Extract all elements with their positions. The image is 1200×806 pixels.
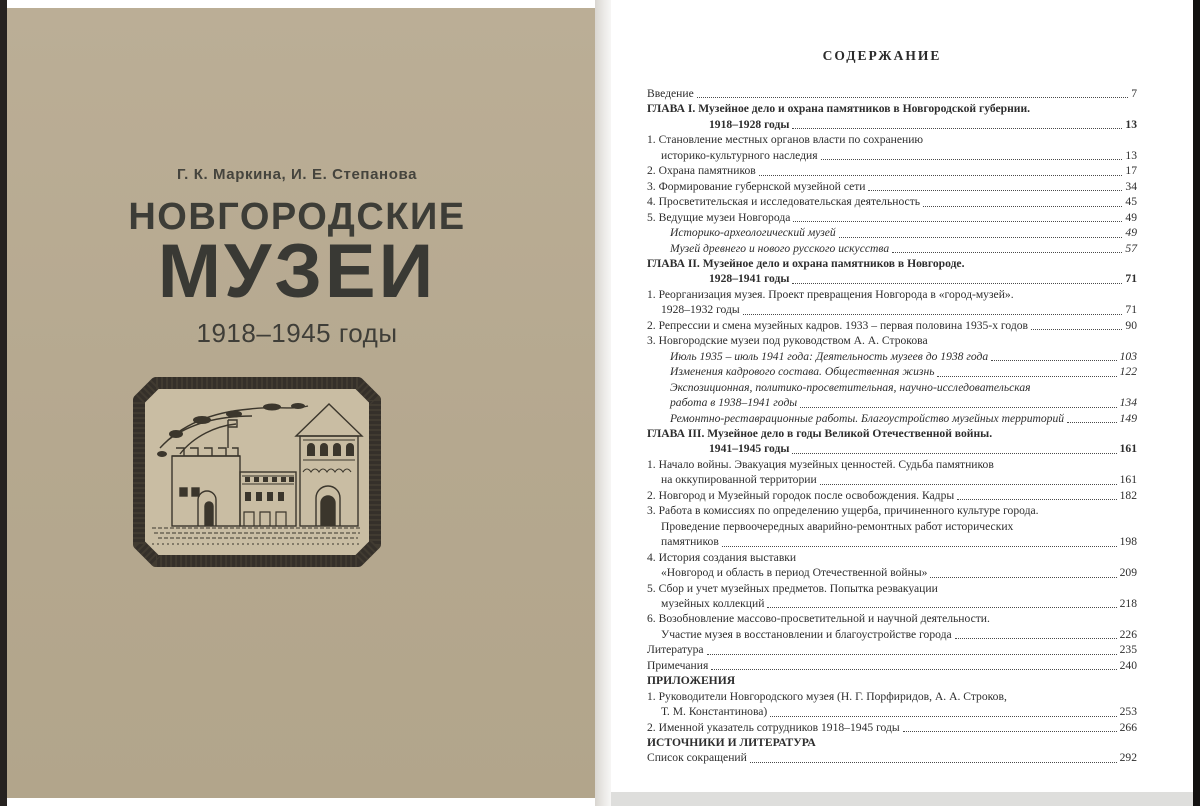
dot-leader: [955, 638, 1117, 639]
toc-entry: [647, 333, 1137, 348]
toc-page-number: 103: [1119, 349, 1137, 363]
toc-entry: [647, 210, 1137, 225]
dot-leader: [991, 360, 1116, 361]
toc-entry-text: Список сокращений: [647, 751, 747, 765]
toc-line: [647, 101, 1137, 116]
toc-entry-text: 1918–1928 годы: [709, 117, 790, 131]
toc-line: [647, 441, 1137, 456]
museum-building-engraving-icon: [132, 374, 382, 570]
toc-page-number: 90: [1125, 318, 1137, 332]
toc-entry: [647, 241, 1137, 256]
dot-leader: [792, 283, 1122, 284]
toc-entry-text: 5. Ведущие музеи Новгорода: [647, 210, 791, 224]
toc-line: [647, 86, 1137, 101]
toc-entry-text: 2. Новгород и Музейный городок после освобождения. Кадры: [647, 488, 955, 502]
toc-entry: [647, 380, 1137, 411]
dot-leader: [903, 731, 1117, 732]
toc-page-number: 161: [1119, 473, 1137, 487]
toc-line: [647, 318, 1137, 333]
toc-line: [647, 519, 1137, 534]
toc-page-number: 226: [1119, 627, 1137, 641]
toc-page-number: 49: [1125, 210, 1137, 224]
dot-leader: [820, 484, 1117, 485]
toc-entry-text: Историко-археологический музей: [670, 226, 836, 240]
toc-entry-text: ГЛАВА I. Музейное дело и охрана памятников в Новгородской губернии.: [647, 102, 1031, 116]
dot-leader: [722, 546, 1117, 547]
toc-entry: [647, 673, 1137, 688]
toc-line: [647, 364, 1137, 379]
toc-entry: [647, 256, 1137, 287]
toc-entries: [647, 86, 1137, 766]
toc-entry-text: 1928–1932 годы: [661, 303, 740, 317]
toc-entry: [647, 86, 1137, 101]
toc-line: [647, 565, 1137, 580]
dot-leader: [767, 607, 1116, 608]
toc-line: [647, 210, 1137, 225]
cover-title-line1: НОВГОРОДСКИЕ: [128, 196, 466, 238]
toc-page-number: 17: [1125, 164, 1137, 178]
toc-entry: [647, 750, 1137, 765]
toc-line: [647, 163, 1137, 178]
toc-page-number: 71: [1125, 272, 1137, 286]
toc-line: [647, 704, 1137, 719]
toc-page-number: 7: [1131, 87, 1137, 100]
dot-leader: [743, 314, 1123, 315]
toc-page-number: 253: [1119, 705, 1137, 719]
toc-page-number: 209: [1119, 566, 1137, 580]
dot-leader: [792, 128, 1122, 129]
toc-line: [647, 395, 1137, 410]
toc-entry-text: 1. Руководители Новгородского музея (Н. Г. Порфиридов, А. А. Строков,: [647, 689, 1007, 703]
toc-entry-text: Т. М. Константинова): [661, 705, 768, 719]
toc-line: [647, 689, 1137, 704]
dot-leader: [793, 221, 1122, 222]
dot-leader: [892, 252, 1122, 253]
toc-page-number: 49: [1125, 226, 1137, 240]
toc-page-number: 122: [1119, 365, 1137, 379]
toc-entry-text: Музей древнего и нового русского искусства: [670, 241, 890, 255]
toc-entry: [647, 349, 1137, 364]
dot-leader: [868, 190, 1122, 191]
toc-line: [647, 411, 1137, 426]
dot-leader: [759, 175, 1123, 176]
page-seam: [595, 0, 611, 806]
toc-entry: [647, 720, 1137, 735]
toc-title: СОДЕРЖАНИЕ: [822, 48, 942, 63]
toc-line: [647, 457, 1137, 472]
toc-entry: [647, 488, 1137, 503]
toc-page-number: 45: [1125, 195, 1137, 209]
toc-line: [647, 256, 1137, 271]
toc-page-number: 34: [1125, 179, 1137, 193]
toc-entry-text: 2. Охрана памятников: [647, 164, 756, 178]
toc-line: [647, 302, 1137, 317]
toc-entry-text: работа в 1938–1941 годы: [670, 396, 798, 410]
toc-line: [647, 611, 1137, 626]
toc-entry: [647, 287, 1137, 318]
toc-entry-text: памятников: [661, 535, 719, 549]
toc-entry: [647, 364, 1137, 379]
toc-entry-text: ИСТОЧНИКИ И ЛИТЕРАТУРА: [647, 736, 816, 750]
toc-entry: [647, 735, 1137, 750]
dot-leader: [1031, 329, 1122, 330]
toc-line: [647, 117, 1137, 132]
toc-line: [647, 132, 1137, 147]
toc-line: [647, 642, 1137, 657]
toc-entry-text: 4. Просветительская и исследовательская деятельность: [647, 195, 921, 209]
toc-entry-text: Ремонтно-реставрационные работы. Благоустройство музейных территорий: [670, 411, 1065, 425]
cover-title-line2: МУЗЕИ: [157, 229, 437, 314]
toc-entry-text: историко-культурного наследия: [661, 148, 818, 162]
toc-entry-text: Экспозиционная, политико-просветительная, научно-исследовательская: [670, 380, 1031, 394]
toc-entry-text: 3. Работа в комиссиях по определению ущерба, причиненного культуре города.: [647, 504, 1039, 518]
toc-entry: [647, 101, 1137, 132]
toc-page-number: 57: [1125, 241, 1137, 255]
toc-line: [647, 225, 1137, 240]
toc-entry: [647, 581, 1137, 612]
dot-leader: [697, 97, 1128, 98]
toc-line: [647, 287, 1137, 302]
left-black-edge: [0, 0, 7, 806]
toc-entry-text: 1. Реорганизация музея. Проект превращения Новгорода в «город-музей».: [647, 287, 1014, 301]
cover-subtitle: 1918–1945 годы: [196, 318, 398, 348]
toc-line: [647, 194, 1137, 209]
dot-leader: [750, 762, 1117, 763]
dot-leader: [1067, 422, 1117, 423]
toc-entry: [647, 457, 1137, 488]
dot-leader: [930, 577, 1116, 578]
toc-line: [647, 658, 1137, 673]
toc-page-number: 198: [1119, 535, 1137, 549]
toc-entry-text: Июль 1935 – июль 1941 года: Деятельность музеев до 1938 года: [670, 349, 989, 363]
dot-leader: [707, 654, 1117, 655]
toc-line: [647, 735, 1137, 750]
toc-line: [647, 503, 1137, 518]
toc-entry-text: 1. Начало войны. Эвакуация музейных ценностей. Судьба памятников: [647, 457, 994, 471]
toc-entry-text: 1. Становление местных органов власти по сохранению: [647, 133, 924, 147]
toc-page-number: 161: [1119, 442, 1137, 456]
toc-page-number: 292: [1119, 751, 1137, 765]
dot-leader: [792, 453, 1116, 454]
toc-line: [647, 426, 1137, 441]
toc-entry-text: ГЛАВА III. Музейное дело в годы Великой Отечественной войны.: [647, 426, 993, 440]
toc-entry-text: Проведение первоочередных аварийно-ремонтных работ исторических: [661, 519, 1014, 533]
toc-line: [647, 581, 1137, 596]
dot-leader: [923, 206, 1122, 207]
toc-entry: [647, 426, 1137, 457]
toc-entry-text: 6. Возобновление массово-просветительной и научной деятельности.: [647, 612, 990, 626]
toc-entry: [647, 318, 1137, 333]
page-bottom-shadow: [611, 792, 1193, 806]
cover-authors: Г. К. Маркина, И. Е. Степанова: [176, 166, 418, 183]
toc-page-number: 13: [1125, 117, 1137, 131]
toc-line: [647, 271, 1137, 286]
toc-entry-text: Литература: [647, 643, 704, 657]
dot-leader: [770, 716, 1116, 717]
toc-entry: [647, 132, 1137, 163]
toc-entry: [647, 194, 1137, 209]
toc-page-number: 134: [1119, 396, 1137, 410]
toc-entry-text: 3. Новгородские музеи под руководством А. А. Строкова: [647, 334, 928, 348]
toc-page-number: 71: [1125, 303, 1137, 317]
toc-entry: [647, 658, 1137, 673]
toc-line: [647, 596, 1137, 611]
dot-leader: [711, 669, 1116, 670]
toc-entry: [647, 411, 1137, 426]
toc-line: [647, 488, 1137, 503]
toc-entry-text: Примечания: [647, 658, 709, 672]
toc-page-number: 240: [1119, 658, 1137, 672]
toc-page-number: 266: [1119, 720, 1137, 734]
toc-line: [647, 148, 1137, 163]
toc-line: [647, 673, 1137, 688]
dot-leader: [821, 159, 1123, 160]
dot-leader: [800, 407, 1116, 408]
toc-entry: [647, 611, 1137, 642]
toc-line: [647, 333, 1137, 348]
toc-line: [647, 720, 1137, 735]
toc-entry-text: «Новгород и область в период Отечественной войны»: [661, 566, 928, 580]
toc-page-number: 149: [1119, 411, 1137, 425]
toc-entry-text: 1941–1945 годы: [709, 442, 790, 456]
right-black-edge: [1193, 0, 1200, 806]
toc-page-number: 13: [1125, 148, 1137, 162]
toc-entry-text: музейных коллекций: [661, 596, 765, 610]
toc-entry-text: 2. Репрессии и смена музейных кадров. 1933 – первая половина 1935-х годов: [647, 318, 1028, 332]
toc-line: [647, 534, 1137, 549]
toc-page-number: 218: [1119, 596, 1137, 610]
dot-leader: [839, 237, 1123, 238]
dot-leader: [937, 376, 1116, 377]
toc-line: [647, 349, 1137, 364]
dot-leader: [957, 499, 1116, 500]
toc-entry: [647, 503, 1137, 549]
toc-entry-text: 5. Сбор и учет музейных предметов. Попытка реэвакуации: [647, 581, 938, 595]
toc-line: [647, 179, 1137, 194]
toc-line: [647, 627, 1137, 642]
book-cover: [7, 8, 595, 798]
toc-entry: [647, 179, 1137, 194]
toc-entry-text: 1928–1941 годы: [709, 272, 790, 286]
toc-entry-text: 2. Именной указатель сотрудников 1918–1945 годы: [647, 720, 900, 734]
toc-entry: [647, 550, 1137, 581]
toc-entry: [647, 225, 1137, 240]
toc-entry-text: ГЛАВА II. Музейное дело и охрана памятников в Новгороде.: [647, 256, 965, 270]
toc-entry-text: на оккупированной территории: [661, 473, 817, 487]
toc-line: [647, 550, 1137, 565]
toc-entry: [647, 689, 1137, 720]
toc-entry-text: 4. История создания выставки: [647, 550, 797, 564]
toc-entry-text: 3. Формирование губернской музейной сети: [647, 179, 866, 193]
toc-page-number: 235: [1119, 643, 1137, 657]
toc-line: [647, 750, 1137, 765]
toc-page: [611, 0, 1193, 806]
toc-entry-text: Участие музея в восстановлении и благоустройстве города: [661, 627, 952, 641]
toc-entry: [647, 163, 1137, 178]
toc-line: [647, 241, 1137, 256]
toc-entry-text: Введение: [647, 87, 694, 100]
toc-entry: [647, 642, 1137, 657]
toc-page-number: 182: [1119, 488, 1137, 502]
toc-line: [647, 380, 1137, 395]
toc-line: [647, 472, 1137, 487]
toc-entry-text: Изменения кадрового состава. Общественная жизнь: [670, 365, 935, 379]
toc-entry-text: ПРИЛОЖЕНИЯ: [647, 674, 736, 688]
